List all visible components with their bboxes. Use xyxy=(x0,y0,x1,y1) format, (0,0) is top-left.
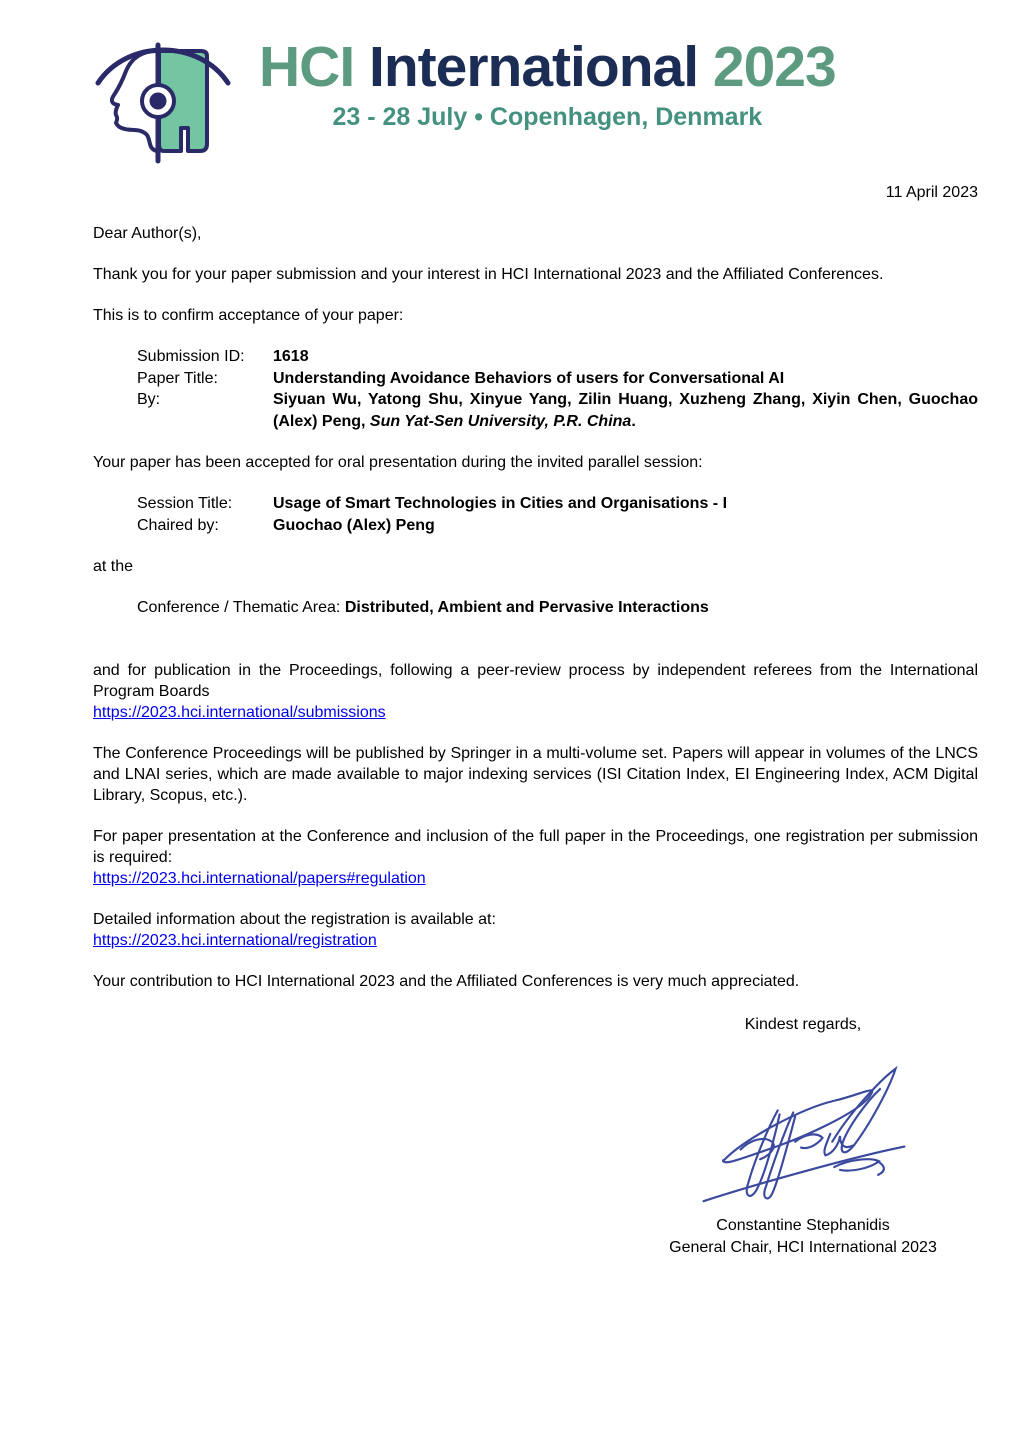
authors-value xyxy=(273,389,978,432)
paragraph-proceedings: The Conference Proceedings will be published by Springer in a multi-volume set. Papers will appear in volumes of the LNCS and LNAI series, which are made available to major indexing services (ISI Citation Index, EI Engineering Index, ACM Digital Library, Scopus, etc.). xyxy=(93,745,978,804)
session-title-label: Session Title: xyxy=(137,495,233,512)
thematic-area-label: Conference / Thematic Area: xyxy=(137,599,345,616)
paragraph-registration-required xyxy=(93,826,978,889)
paper-title-value: Understanding Avoidance Behaviors of users for Conversational AI xyxy=(273,369,785,387)
paragraph-confirm: This is to confirm acceptance of your paper: xyxy=(93,307,404,324)
submission-details xyxy=(137,346,978,432)
submission-id-label: Submission ID: xyxy=(137,348,245,365)
submission-id-value: 1618 xyxy=(273,348,309,365)
submissions-link[interactable]: https://2023.hci.international/submissions xyxy=(93,704,386,721)
paragraph-at-the: at the xyxy=(93,558,134,575)
paper-title-label: Paper Title: xyxy=(137,369,218,387)
regulation-link[interactable]: https://2023.hci.international/papers#regulation xyxy=(93,870,426,887)
paragraph-accepted: Your paper has been accepted for oral presentation during the invited parallel session: xyxy=(93,454,703,471)
by-label: By: xyxy=(137,391,161,408)
registration-required-text: For paper presentation at the Conference and inclusion of the full paper in the Proceedings, one registration per submission is required: xyxy=(93,828,978,866)
paragraph-thanks: Thank you for your paper submission and your interest in HCI International 2023 and the Affiliated Conferences. xyxy=(93,266,884,283)
letter-date: 11 April 2023 xyxy=(885,184,978,201)
affiliation: Sun Yat-Sen University, P.R. China xyxy=(369,412,632,430)
brand-title xyxy=(259,35,836,99)
signature-image xyxy=(653,1051,953,1215)
registration-info-text: Detailed information about the registration is available at: xyxy=(93,911,496,928)
brand-international: International xyxy=(369,35,699,99)
brand-text xyxy=(259,25,836,131)
signer-name: Constantine Stephanidis xyxy=(716,1217,890,1234)
chaired-by-label: Chaired by: xyxy=(137,516,219,534)
publication-text: and for publication in the Proceedings, following a peer-review process by independent referees from the International Program Boards xyxy=(93,662,978,700)
hci-head-logo-icon xyxy=(93,25,233,167)
conference-logo xyxy=(93,25,978,167)
paragraph-registration-info xyxy=(93,909,978,951)
authors-list: Siyuan Wu, Yatong Shu, Xinyue Yang, Zilin Huang, Xuzheng Zhang, Xiyin Chen, Guochao (Alex) Peng, xyxy=(273,391,978,430)
closing-block xyxy=(653,1014,953,1259)
greeting: Dear Author(s), xyxy=(93,225,202,242)
closing-salutation: Kindest regards, xyxy=(744,1016,862,1033)
brand-subtitle: 23 - 28 July • Copenhagen, Denmark xyxy=(332,103,763,131)
paragraph-appreciation: Your contribution to HCI International 2023 and the Affiliated Conferences is very much appreciated. xyxy=(93,973,800,990)
signer-title: General Chair, HCI International 2023 xyxy=(669,1239,937,1256)
session-details xyxy=(137,493,978,536)
registration-link[interactable]: https://2023.hci.international/registration xyxy=(93,932,377,949)
paragraph-publication xyxy=(93,660,978,723)
chaired-by-value: Guochao (Alex) Peng xyxy=(273,516,435,534)
thematic-area-value: Distributed, Ambient and Pervasive Interactions xyxy=(344,599,709,616)
affiliation-period: . xyxy=(631,412,636,430)
brand-year: 2023 xyxy=(712,35,836,99)
thematic-area-line xyxy=(137,597,978,618)
brand-hci: HCI xyxy=(259,35,355,99)
session-title-value: Usage of Smart Technologies in Cities and Organisations - I xyxy=(273,495,728,512)
